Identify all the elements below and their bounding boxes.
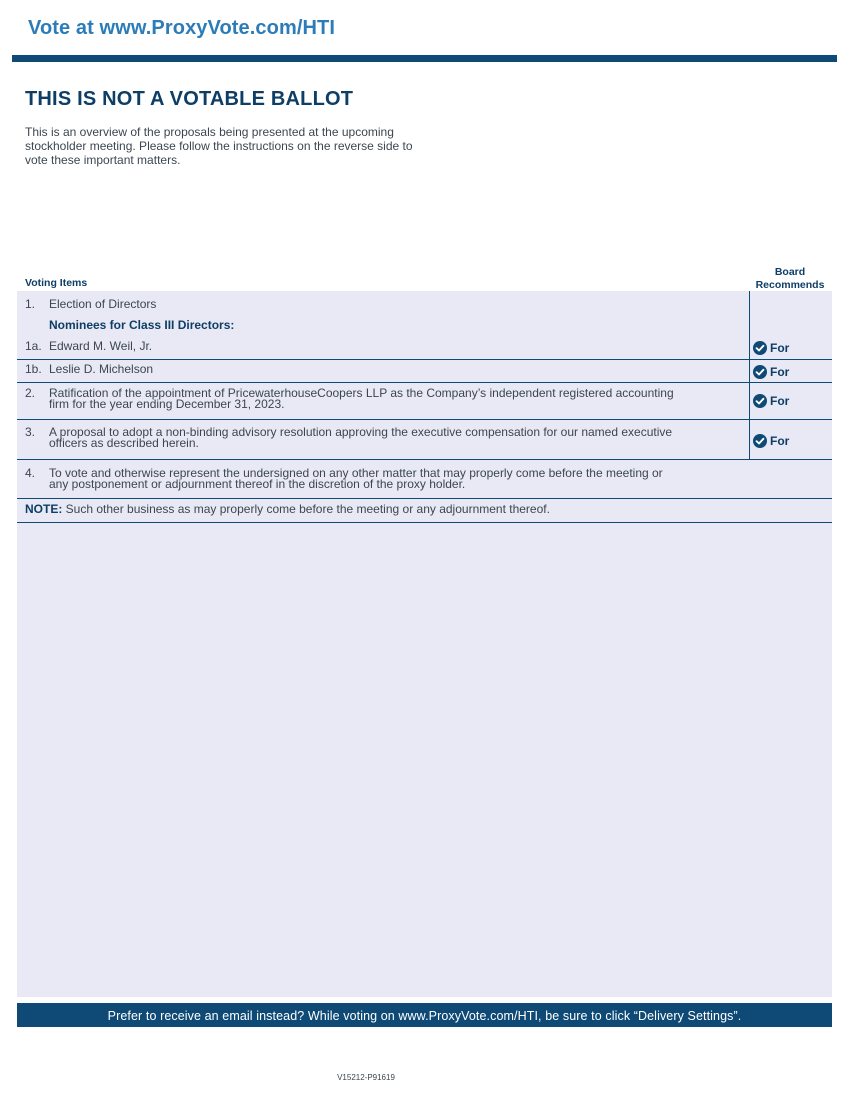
proposal-label: Ratification of the appointment of PricewaterhouseCoopers LLP as the Company’s independent registered accounting (49, 386, 674, 400)
proposal-number: 3. (25, 425, 36, 439)
vote-link[interactable]: Vote at www.ProxyVote.com/HTI (28, 17, 336, 39)
proposal-number: 1a. (25, 339, 42, 353)
board-recommends-heading (749, 266, 831, 292)
board-heading-line1: Board (774, 266, 806, 278)
proposal-label-cont: any postponement or adjournment thereof in the discretion of the proxy holder. (49, 477, 466, 491)
check-circle-icon (753, 394, 767, 408)
email-delivery-banner: Prefer to receive an email instead? While voting on www.ProxyVote.com/HTI, be sure to click “Delivery Settings”. (17, 1003, 832, 1027)
proposal-1a-row (17, 291, 832, 360)
note-label: NOTE: (25, 502, 63, 516)
recommendation-3 (753, 434, 789, 448)
board-heading-line2: Recommends (755, 279, 825, 291)
proposal-number: 4. (25, 466, 36, 480)
proposal-number: 1b. (25, 362, 42, 376)
recommendation-label: For (770, 394, 790, 408)
proposal-label-cont: firm for the year ending December 31, 2023. (49, 397, 285, 411)
recommendation-label: For (770, 365, 790, 379)
intro-text: This is an overview of the proposals being presented at the upcoming stockholder meeting. Please follow the instructions on the reverse side to vote these important matters. (25, 125, 413, 167)
check-circle-icon (753, 434, 767, 448)
nominee-name: Leslie D. Michelson (49, 362, 154, 376)
nominee-name: Edward M. Weil, Jr. (49, 339, 153, 353)
header-divider (12, 55, 837, 62)
proposal-3-row (17, 420, 832, 460)
recommendation-1b (753, 365, 789, 379)
recommendation-2 (753, 394, 789, 408)
recommendation-label: For (770, 341, 790, 355)
proposal-label: A proposal to adopt a non-binding advisory resolution approving the executive compensation for our named executive (49, 425, 673, 439)
proposal-label: To vote and otherwise represent the undersigned on any other matter that may properly come before the meeting or (49, 466, 663, 480)
proposal-label-cont: officers as described herein. (49, 436, 199, 450)
proposal-label: Election of Directors (49, 297, 157, 311)
document-code: V15212-P91619 (337, 1073, 395, 1082)
voting-items-heading: Voting Items (25, 277, 88, 289)
check-circle-icon (753, 365, 767, 379)
nominees-subheading: Nominees for Class III Directors: (49, 318, 235, 332)
proposal-number: 1. (25, 297, 36, 311)
proposal-1b-row (17, 360, 832, 383)
proposal-2-row (17, 383, 832, 420)
recommendation-1a (753, 341, 789, 355)
proposal-number: 2. (25, 386, 36, 400)
recommendation-label: For (770, 434, 790, 448)
note-text: Such other business as may properly come before the meeting or any adjournment thereof. (62, 502, 550, 516)
check-circle-icon (753, 341, 767, 355)
page-title: THIS IS NOT A VOTABLE BALLOT (25, 88, 354, 110)
note-row (17, 499, 832, 523)
proposal-4-row (17, 460, 832, 499)
